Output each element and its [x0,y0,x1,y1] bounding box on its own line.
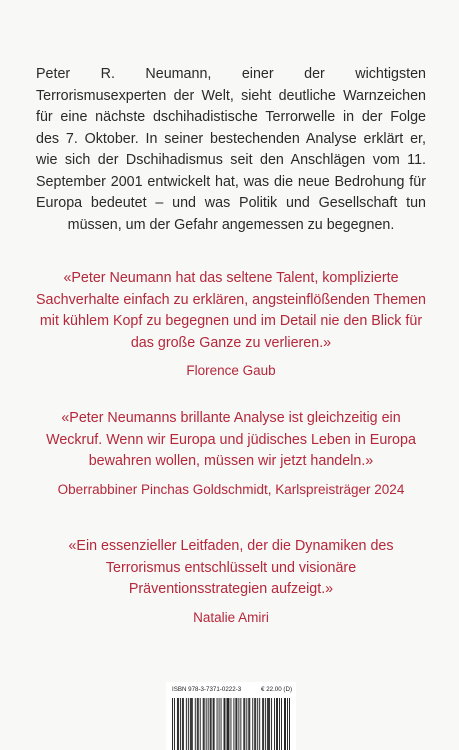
barcode-icon [172,698,290,750]
price-label: € 22.00 (D) [261,686,292,693]
quote-text: «Peter Neumanns brillante Analyse ist gleichzeitig ein Weckruf. Wenn wir Europa und jüdisches Leben in Europa bewahren wollen, müssen wir jetzt handeln.» [46,410,416,469]
quote-text: «Peter Neumann hat das seltene Talent, komplizierte Sachverhalte einfach zu erklären, angsteinflößenden Themen mit kühlem Kopf zu begegnen und im Detail nie den Blick für das große Ganze zu verlieren.» [36,270,426,351]
quote-text: «Ein essenzieller Leitfaden, der die Dynamiken des Terrorismus entschlüsselt und visionäre Präventionsstrategien aufzeigt.» [68,538,394,597]
isbn-price-row [172,686,292,693]
quote-author: Natalie Amiri [193,609,269,625]
book-blurb: Peter R. Neumann, einer der wichtigsten Terrorismusexperten der Welt, sieht deutliche Warnzeichen für eine nächste dschihadistische Terrorwelle in der Folge des 7. Oktober. In seiner bestechenden Analyse erklärt er, wie sich der Dschihadismus seit den Anschlägen vom 11. September 2001 entwickelt hat, was die neue Bedrohung für Europa bedeutet – und was Politik und Gesellschaft tun müssen, um der Gefahr angemessen zu begegnen. [36,66,426,233]
review-quote-1 [36,268,426,380]
barcode-label [166,682,296,750]
quote-author: Florence Gaub [186,363,276,378]
isbn-number: ISBN 978-3-7371-0222-3 [172,686,242,693]
review-quote-2 [36,408,426,499]
quote-author: Oberrabbiner Pinchas Goldschmidt, Karlspreisträger 2024 [57,481,405,497]
review-quote-3 [36,536,426,627]
